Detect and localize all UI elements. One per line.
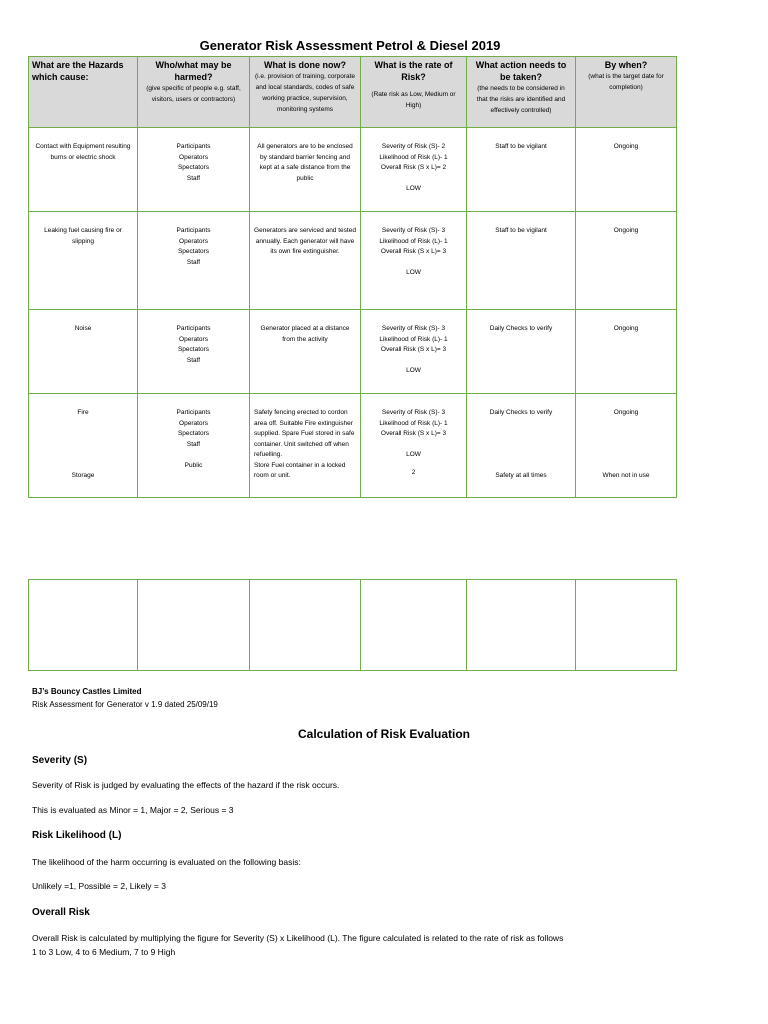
who-cell: Participants Operators Spectators Staff — [138, 128, 250, 212]
action-cell: Staff to be vigilant — [467, 128, 576, 212]
risk-rate-cell: Severity of Risk (S)- 3 Likelihood of Risk (L)- 1 Overall Risk (S x L)= 3 LOW 2 — [361, 394, 467, 498]
hazard-cell: Leaking fuel causing fire or slipping — [29, 212, 138, 310]
empty-cell — [138, 580, 250, 671]
empty-cell — [576, 580, 677, 671]
table-row — [29, 394, 677, 498]
risk-rate-cell: Severity of Risk (S)- 3 Likelihood of Risk (L)- 1 Overall Risk (S x L)= 3 LOW — [361, 310, 467, 394]
hazard-cell: Fire Storage — [29, 394, 138, 498]
likelihood-description: The likelihood of the harm occurring is evaluated on the following basis: — [32, 857, 301, 867]
action-cell: Staff to be vigilant — [467, 212, 576, 310]
table-row — [29, 128, 677, 212]
severity-scale: This is evaluated as Minor = 1, Major = 2, Serious = 3 — [32, 805, 234, 815]
by-when-cell: Ongoing When not in use — [576, 394, 677, 498]
severity-description: Severity of Risk is judged by evaluating the effects of the hazard if the risk occurs. — [32, 780, 340, 790]
who-cell: Participants Operators Spectators Staff — [138, 310, 250, 394]
overall-risk-heading: Overall Risk — [32, 907, 90, 918]
header-hazards: What are the Hazards which cause: — [29, 57, 138, 128]
overall-risk-scale: 1 to 3 Low, 4 to 6 Medium, 7 to 9 High — [32, 947, 176, 957]
hazard-cell: Noise — [29, 310, 138, 394]
done-now-cell: Safety fencing erected to cordon area off. Suitable Fire extinguisher supplied. Spare Fuel stored in safe container. Unit switched off when refuelling. Store Fuel container in a locked room or unit. — [250, 394, 361, 498]
who-cell: Participants Operators Spectators Staff Public — [138, 394, 250, 498]
table-row — [29, 212, 677, 310]
header-rate-of-risk: What is the rate of Risk? (Rate risk as Low, Medium or High) — [361, 57, 467, 128]
empty-cell — [467, 580, 576, 671]
by-when-cell: Ongoing — [576, 128, 677, 212]
risk-rate-cell: Severity of Risk (S)- 3 Likelihood of Risk (L)- 1 Overall Risk (S x L)= 3 LOW — [361, 212, 467, 310]
empty-table — [28, 579, 677, 671]
action-cell: Daily Checks to verify Safety at all times — [467, 394, 576, 498]
empty-cell — [29, 580, 138, 671]
document-title: Generator Risk Assessment Petrol & Diesel 2019 — [199, 38, 501, 53]
header-done-now: What is done now? (i.e. provision of training, corporate and local standards, codes of safe working practice, supervision, monitoring systems — [250, 57, 361, 128]
severity-heading: Severity (S) — [32, 755, 88, 766]
by-when-cell: Ongoing — [576, 310, 677, 394]
action-cell: Daily Checks to verify — [467, 310, 576, 394]
risk-rating: LOW — [406, 268, 421, 276]
likelihood-heading: Risk Likelihood (L) — [32, 830, 122, 841]
table-header-row — [29, 57, 677, 128]
table-row — [29, 310, 677, 394]
done-now-cell: All generators are to be enclosed by standard barrier fencing and kept at a safe distance from the public — [250, 128, 361, 212]
risk-rating: LOW — [406, 450, 421, 458]
by-when-cell: Ongoing — [576, 212, 677, 310]
risk-rating: LOW — [406, 184, 421, 192]
empty-cell — [250, 580, 361, 671]
risk-rate-cell: Severity of Risk (S)- 2 Likelihood of Risk (L)- 1 Overall Risk (S x L)= 2 LOW — [361, 128, 467, 212]
document-version: Risk Assessment for Generator v 1.9 dated 25/09/19 — [32, 700, 218, 709]
header-action: What action needs to be taken? (the needs to be considered in that the risks are identified and effectively controlled) — [467, 57, 576, 128]
calculation-title: Calculation of Risk Evaluation — [297, 727, 471, 741]
empty-cell — [361, 580, 467, 671]
likelihood-scale: Unlikely =1, Possible = 2, Likely = 3 — [32, 881, 166, 891]
empty-table-row — [29, 580, 677, 671]
header-by-when: By when? (what is the target date for completion) — [576, 57, 677, 128]
header-who: Who/what may be harmed? (give specific of people e.g. staff, visitors, users or contractors) — [138, 57, 250, 128]
hazard-cell: Contact with Equipment resulting burns or electric shock — [29, 128, 138, 212]
who-cell: Participants Operators Spectators Staff — [138, 212, 250, 310]
done-now-cell: Generators are serviced and tested annually. Each generator will have its own fire extinguisher. — [250, 212, 361, 310]
risk-assessment-table — [28, 56, 677, 498]
done-now-cell: Generator placed at a distance from the activity — [250, 310, 361, 394]
company-name: BJ’s Bouncy Castles Limited — [32, 687, 142, 696]
overall-risk-description: Overall Risk is calculated by multiplying the figure for Severity (S) x Likelihood (L). The figure calculated is related to the rate of risk as follows — [32, 933, 564, 943]
risk-rating: LOW — [406, 366, 421, 374]
